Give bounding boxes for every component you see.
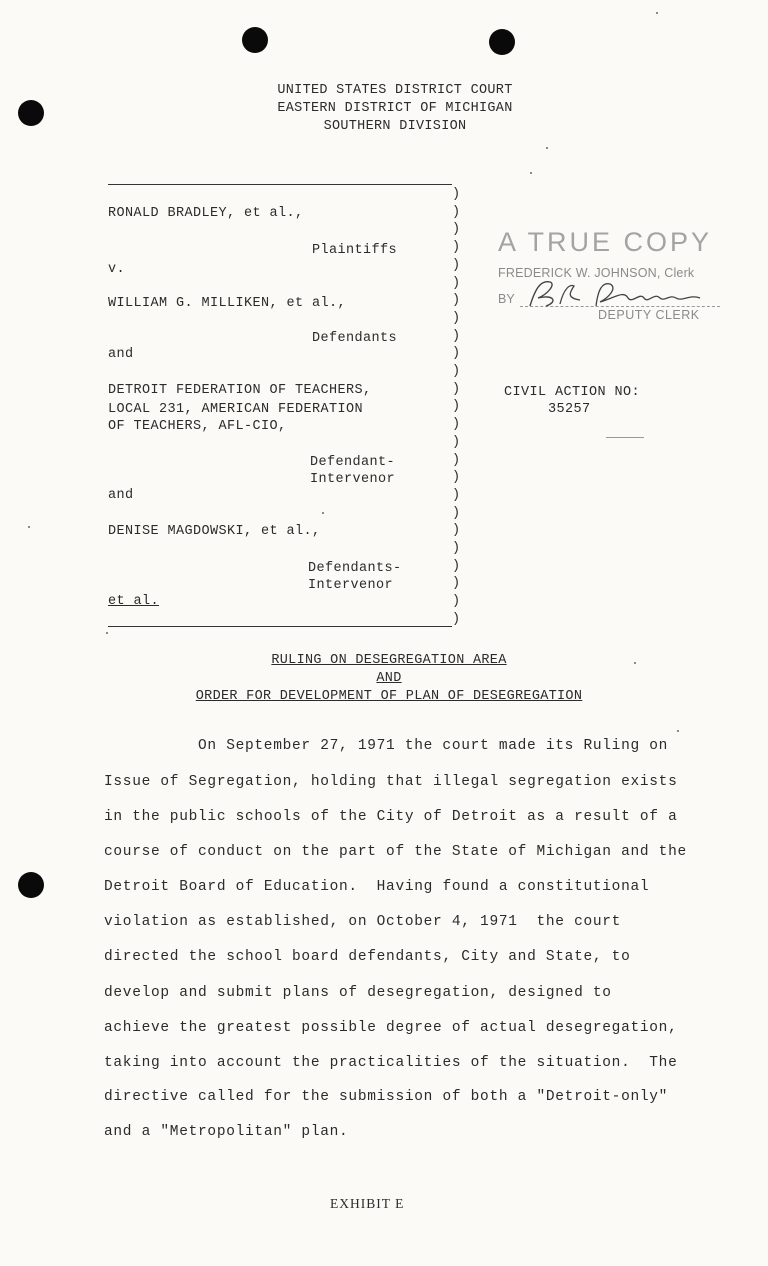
caption-paren: ) (452, 541, 461, 557)
true-copy-stamp (498, 226, 712, 322)
scan-speck (546, 147, 548, 149)
ruling-title-line1 (0, 652, 768, 669)
ruling-title-and: AND (376, 671, 402, 686)
body-line: violation as established, on October 4, 1971 the court (104, 914, 622, 930)
caption-paren: ) (452, 381, 461, 397)
intervenor-1-line2: LOCAL 231, AMERICAN FEDERATION (108, 402, 364, 417)
scan-speck (28, 526, 30, 528)
caption-paren: ) (452, 452, 461, 468)
exhibit-label: EXHIBIT E (330, 1196, 405, 1211)
intervenor-2-name: DENISE MAGDOWSKI, et al., (108, 524, 321, 539)
caption-paren: ) (452, 328, 461, 344)
scan-speck (322, 512, 324, 514)
scan-speck (677, 730, 679, 732)
scan-speck (656, 12, 658, 14)
stray-dash (606, 437, 644, 438)
scan-speck (530, 172, 532, 174)
caption-paren: ) (452, 187, 461, 202)
caption-paren: ) (452, 364, 461, 380)
caption-paren: ) (452, 417, 461, 433)
caption-paren: ) (452, 346, 461, 362)
caption-paren: ) (452, 257, 461, 273)
civil-action-number: 35257 (548, 402, 591, 417)
scan-speck (106, 632, 108, 634)
caption-top-rule (108, 184, 452, 185)
et-al-underlined: et al. (108, 594, 160, 609)
caption-paren: ) (452, 594, 461, 610)
plaintiff-role: Plaintiffs (312, 243, 398, 258)
versus: v. (108, 262, 126, 277)
caption-paren: ) (452, 611, 461, 627)
body-line: develop and submit plans of desegregation, designed to (104, 985, 612, 1001)
caption-paren: ) (452, 222, 461, 238)
defendant-name: WILLIAM G. MILLIKEN, et al., (108, 296, 347, 311)
defendant-role: Defendants (312, 331, 398, 346)
court-header (0, 82, 768, 136)
ruling-title-line3 (0, 688, 768, 705)
intervenor-1-line3: OF TEACHERS, AFL-CIO, (108, 419, 287, 434)
scan-speck (634, 662, 636, 664)
ruling-title-text: RULING ON DESEGREGATION AREA (271, 653, 507, 668)
plaintiff-name: RONALD BRADLEY, et al., (108, 206, 304, 221)
body-line: Detroit Board of Education. Having found a constitutional (104, 879, 650, 895)
caption-paren: ) (452, 275, 461, 291)
court-name: UNITED STATES DISTRICT COURT (277, 83, 513, 98)
caption-bottom-rule (108, 626, 452, 627)
intervenor-1-line1: DETROIT FEDERATION OF TEACHERS, (108, 383, 372, 398)
intervenor-2-role-line2: Intervenor (308, 578, 394, 593)
caption-paren: ) (452, 523, 461, 539)
punch-hole-left-lower (18, 872, 44, 898)
body-line: taking into account the practicalities of the situation. The (104, 1055, 678, 1071)
caption-parenthesis-column (452, 186, 466, 629)
intervenor-2-role-line1: Defendants- (308, 561, 402, 576)
body-line: in the public schools of the City of Detroit as a result of a (104, 809, 678, 825)
caption-paren: ) (452, 487, 461, 503)
true-copy-text: A TRUE COPY (498, 227, 713, 257)
caption-paren: ) (452, 434, 461, 450)
deputy-clerk-label: DEPUTY CLERK (598, 308, 700, 322)
body-line: directed the school board defendants, City and State, to (104, 949, 631, 965)
caption-paren: ) (452, 293, 461, 309)
caption-paren: ) (452, 576, 461, 592)
punch-hole-top-left (242, 27, 268, 53)
body-line: On September 27, 1971 the court made its Ruling on (198, 738, 669, 754)
caption-paren: ) (452, 558, 461, 574)
ruling-title-line2 (0, 670, 768, 687)
body-line: course of conduct on the part of the State of Michigan and the (104, 844, 687, 860)
body-line: and a "Metropolitan" plan. (104, 1124, 349, 1140)
by-label: BY (498, 292, 515, 306)
intervenor-1-role-line2: Intervenor (310, 472, 396, 487)
caption-paren: ) (452, 240, 461, 256)
caption-paren: ) (452, 310, 461, 326)
body-line: directive called for the submission of both a "Detroit-only" (104, 1089, 669, 1105)
order-title-text: ORDER FOR DEVELOPMENT OF PLAN OF DESEGREGATION (195, 689, 583, 704)
court-district: EASTERN DISTRICT OF MICHIGAN (277, 101, 513, 116)
caption-paren: ) (452, 399, 461, 415)
handwritten-signature (524, 276, 724, 310)
and-connector-1: and (108, 347, 134, 362)
punch-hole-top-right (489, 29, 515, 55)
caption-paren: ) (452, 470, 461, 486)
caption-paren: ) (452, 204, 461, 220)
body-line: achieve the greatest possible degree of actual desegregation, (104, 1020, 678, 1036)
and-connector-2: and (108, 488, 134, 503)
caption-paren: ) (452, 505, 461, 521)
intervenor-1-role-line1: Defendant- (310, 455, 396, 470)
body-line: Issue of Segregation, holding that illegal segregation exists (104, 774, 678, 790)
court-division: SOUTHERN DIVISION (323, 119, 467, 134)
clerk-name: FREDERICK W. JOHNSON, Clerk (498, 266, 695, 280)
civil-action-label: CIVIL ACTION NO: (504, 385, 641, 400)
